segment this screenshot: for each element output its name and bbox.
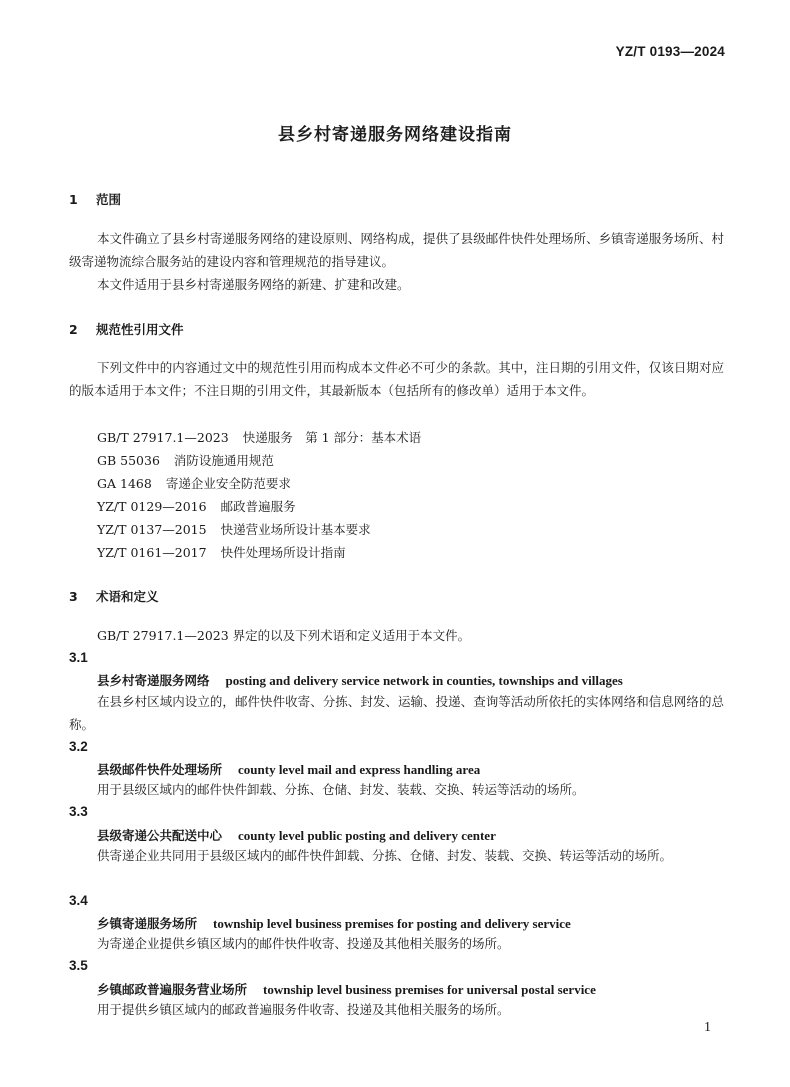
reference-name: 快递营业场所设计基本要求 xyxy=(220,522,371,537)
reference-item xyxy=(97,495,296,518)
page-number: 1 xyxy=(704,1020,711,1035)
term-zh: 乡镇邮政普遍服务营业场所 xyxy=(97,982,248,997)
term-number: 3.4 xyxy=(69,893,88,908)
section-heading xyxy=(69,190,121,208)
term-definition: 用于提供乡镇区域内的邮政普遍服务件收寄、投递及其他相关服务的场所。 xyxy=(97,1002,510,1017)
term-heading xyxy=(97,914,571,932)
reference-name: 邮政普遍服务 xyxy=(220,499,296,514)
reference-item xyxy=(97,518,371,541)
term-definition: 供寄递企业共同用于县级区域内的邮件快件卸载、分拣、仓储、封发、装载、交换、转运等活动的场所。 xyxy=(97,848,673,863)
reference-code: YZ/T 0137—2015 xyxy=(97,522,207,537)
reference-code: GB/T 27917.1—2023 xyxy=(97,430,229,445)
term-zh: 县乡村寄递服务网络 xyxy=(97,673,210,688)
reference-code: GA 1468 xyxy=(97,476,152,491)
reference-code: YZ/T 0129—2016 xyxy=(97,499,207,514)
term-heading xyxy=(97,826,496,844)
section-title: 范围 xyxy=(96,192,122,207)
term-zh: 乡镇寄递服务场所 xyxy=(97,916,198,931)
term-en: county level public posting and delivery center xyxy=(238,828,496,843)
reference-code: GB 55036 xyxy=(97,453,160,468)
reference-name: 快件处理场所设计指南 xyxy=(220,545,346,560)
reference-item xyxy=(97,541,346,564)
paragraph: GB/T 27917.1—2023 界定的以及下列术语和定义适用于本文件。 xyxy=(97,628,471,643)
term-zh: 县级寄递公共配送中心 xyxy=(97,828,223,843)
document-code: YZ/T 0193—2024 xyxy=(615,44,725,59)
term-definition: 用于县级区域内的邮件快件卸载、分拣、仓储、封发、装载、交换、转运等活动的场所。 xyxy=(97,782,585,797)
term-number: 3.5 xyxy=(69,958,88,973)
reference-name: 消防设施通用规范 xyxy=(173,453,274,468)
term-definition: 为寄递企业提供乡镇区域内的邮件快件收寄、投递及其他相关服务的场所。 xyxy=(97,936,510,951)
term-en: township level business premises for universal postal service xyxy=(263,982,596,997)
reference-item xyxy=(97,472,291,495)
page-title: 县乡村寄递服务网络建设指南 xyxy=(278,125,512,145)
reference-code: YZ/T 0161—2017 xyxy=(97,545,207,560)
term-heading xyxy=(97,671,623,689)
term-en: township level business premises for posting and delivery service xyxy=(213,916,571,931)
section-title: 规范性引用文件 xyxy=(96,322,184,337)
term-number: 3.3 xyxy=(69,804,88,819)
section-number: 1 xyxy=(69,192,78,207)
reference-name: 快递服务 第 1 部分：基本术语 xyxy=(242,430,422,445)
term-en: posting and delivery service network in counties, townships and villages xyxy=(225,673,623,688)
term-definition: 在县乡村区域内设立的，邮件快件收寄、分拣、封发、运输、投递、查询等活动所依托的实体网络和信息网络的总称。 xyxy=(69,694,724,732)
reference-item xyxy=(97,449,274,472)
paragraph: 本文件确立了县乡村寄递服务网络的建设原则、网络构成，提供了县级邮件快件处理场所、乡镇寄递服务场所、村级寄递物流综合服务站的建设内容和管理规范的指导建议。 xyxy=(69,231,724,269)
section-number: 2 xyxy=(69,322,78,337)
section-heading xyxy=(69,320,184,338)
section-title: 术语和定义 xyxy=(96,589,159,604)
term-zh: 县级邮件快件处理场所 xyxy=(97,762,223,777)
term-number: 3.1 xyxy=(69,650,88,665)
section-heading xyxy=(69,587,159,605)
term-heading xyxy=(97,980,596,998)
reference-name: 寄递企业安全防范要求 xyxy=(165,476,291,491)
term-en: county level mail and express handling area xyxy=(238,762,481,777)
paragraph: 下列文件中的内容通过文中的规范性引用而构成本文件必不可少的条款。其中，注日期的引用文件，仅该日期对应的版本适用于本文件；不注日期的引用文件，其最新版本（包括所有的修改单）适用于本文件。 xyxy=(69,360,724,398)
section-number: 3 xyxy=(69,589,78,604)
reference-item xyxy=(97,426,421,449)
term-number: 3.2 xyxy=(69,739,88,754)
paragraph: 本文件适用于县乡村寄递服务网络的新建、扩建和改建。 xyxy=(97,277,410,292)
term-heading xyxy=(97,760,480,778)
